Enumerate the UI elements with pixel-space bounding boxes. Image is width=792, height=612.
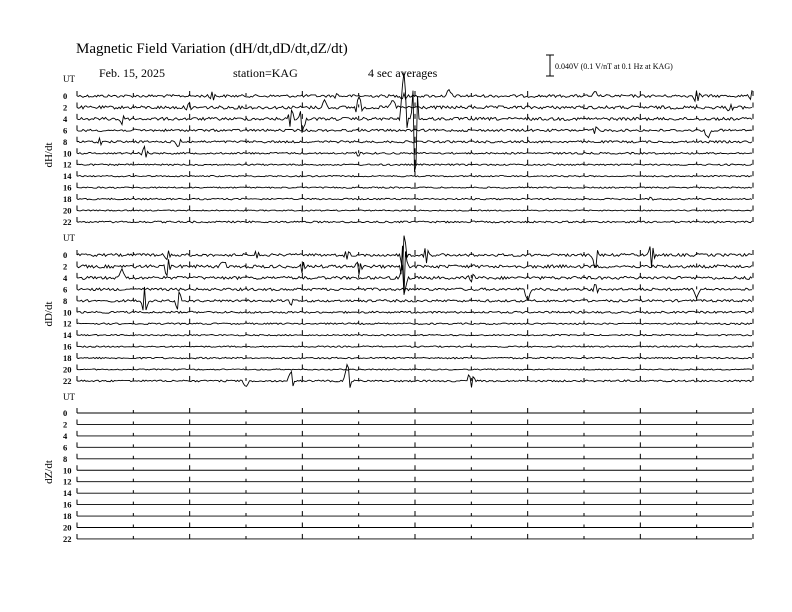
hour-label: 12 [63, 159, 72, 170]
hour-label: 6 [63, 442, 68, 453]
panel-dz-dt [43, 392, 753, 544]
hour-label: 4 [63, 113, 68, 124]
hour-label: 16 [63, 182, 72, 193]
panel-label: dD/dt [43, 301, 55, 327]
hour-label: 18 [63, 511, 72, 522]
ut-label: UT [63, 74, 75, 84]
hour-label: 20 [63, 522, 72, 533]
hour-label: 14 [63, 488, 72, 499]
chart-title: Magnetic Field Variation (dH/dt,dD/dt,dZ/dt) [76, 41, 348, 57]
hour-label: 0 [63, 408, 68, 418]
panels-group [43, 72, 753, 544]
panel-label: dH/dt [43, 142, 55, 168]
hour-label: 18 [63, 353, 72, 364]
scale-bar [546, 55, 673, 76]
hour-label: 8 [63, 295, 68, 306]
panel-label: dZ/dt [43, 460, 55, 484]
hour-label: 8 [63, 453, 68, 464]
hour-label: 4 [63, 430, 68, 441]
averaging-label: 4 sec averages [368, 66, 438, 80]
scale-bar-label: 0.040V (0.1 V/nT at 0.1 Hz at KAG) [555, 62, 673, 71]
station-label: station=KAG [233, 66, 298, 80]
hour-label: 22 [63, 216, 72, 227]
hour-label: 14 [63, 171, 72, 182]
date-label: Feb. 15, 2025 [99, 66, 165, 80]
hour-label: 2 [63, 102, 68, 113]
hour-label: 16 [63, 499, 72, 510]
hour-label: 12 [63, 318, 72, 329]
hour-label: 12 [63, 476, 72, 487]
hour-label: 10 [63, 307, 72, 318]
hour-label: 0 [63, 250, 68, 260]
hour-label: 8 [63, 136, 68, 147]
hour-label: 20 [63, 364, 72, 375]
ut-label: UT [63, 392, 75, 402]
hour-label: 22 [63, 533, 72, 544]
hour-label: 18 [63, 194, 72, 205]
hour-label: 6 [63, 125, 68, 136]
hour-label: 20 [63, 205, 72, 216]
hour-label: 16 [63, 341, 72, 352]
hour-label: 14 [63, 330, 72, 341]
hour-label: 4 [63, 272, 68, 283]
hour-label: 10 [63, 465, 72, 476]
hour-label: 6 [63, 284, 68, 295]
hour-label: 2 [63, 261, 68, 272]
panel-dh-dt [43, 72, 753, 227]
trace-row [77, 72, 752, 172]
hour-label: 2 [63, 419, 68, 430]
ut-label: UT [63, 233, 75, 243]
panel-dd-dt [43, 233, 753, 388]
hour-label: 10 [63, 148, 72, 159]
hour-label: 22 [63, 375, 72, 386]
hour-label: 0 [63, 91, 68, 101]
